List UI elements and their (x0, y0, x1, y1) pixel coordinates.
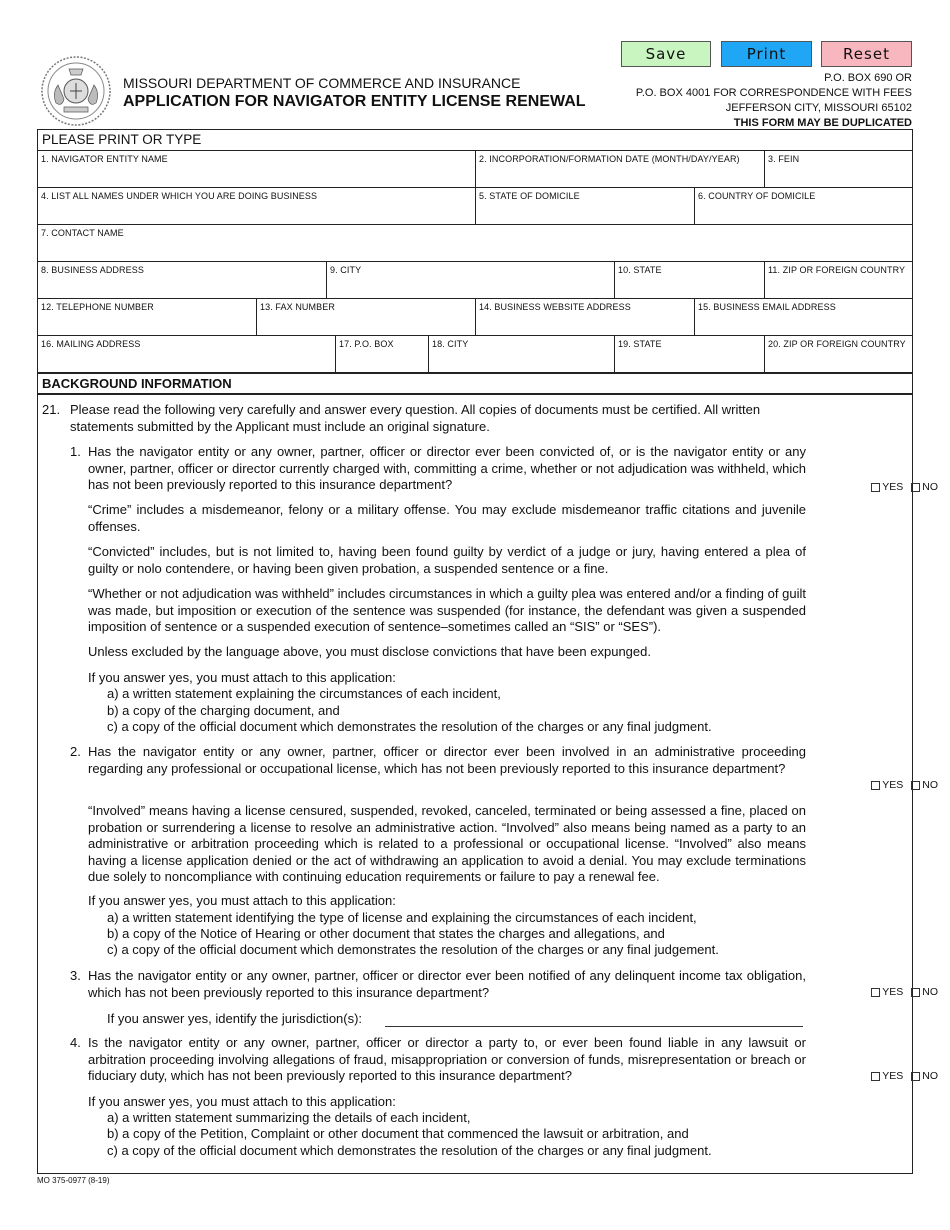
contact-name-field[interactable] (38, 224, 912, 261)
question-1-text: Has the navigator entity or any owner, partner, officer or director ever been convicted of, or is the navigator entity or any owner, partner, officer or director currently charged with, committing a crime, whether or not adjudication was withheld, which has not been previously reported to this insurance department? (88, 444, 806, 492)
country-of-domicile-field[interactable] (695, 187, 912, 224)
yes-label: YES (882, 986, 904, 998)
question-number: 1. (70, 444, 81, 459)
field-label: 18. CITY (432, 339, 469, 349)
field-label: 7. CONTACT NAME (41, 228, 124, 238)
form-number: MO 375-0977 (8-19) (37, 1176, 110, 1185)
field-label: 19. STATE (618, 339, 662, 349)
business-city-field[interactable] (327, 261, 615, 298)
jurisdiction-label: If you answer yes, identify the jurisdiction(s): (107, 1011, 363, 1026)
formation-date-field[interactable] (476, 150, 765, 187)
attach-item: c) a copy of the official document which demonstrates the resolution of the charges or any final judgment. (107, 719, 712, 734)
field-label: 9. CITY (330, 265, 362, 275)
state-of-domicile-field[interactable] (476, 187, 695, 224)
form-row (38, 261, 912, 299)
email-field[interactable] (695, 298, 912, 335)
telephone-field[interactable] (38, 298, 257, 335)
yes-checkbox[interactable] (871, 779, 903, 791)
question-3-text: Has the navigator entity or any owner, partner, officer or director ever been notified of any delinquent income tax obligation, which has not been previously reported to this insurance department? (88, 968, 806, 1000)
address-line: P.O. BOX 4001 FOR CORRESPONDENCE WITH FEES (635, 87, 912, 99)
attach-item: b) a copy of the Notice of Hearing or other document that states the charges and allegations, and (107, 926, 665, 941)
mailing-address-field[interactable] (38, 335, 336, 372)
field-label: 3. FEIN (768, 154, 800, 164)
attach-item: a) a written statement explaining the circumstances of each incident, (107, 686, 501, 701)
no-checkbox[interactable] (911, 1070, 938, 1082)
attach-item: a) a written statement summarizing the details of each incident, (107, 1110, 471, 1125)
yes-label: YES (882, 1070, 904, 1082)
question-2-answer (871, 779, 938, 791)
field-label: 16. MAILING ADDRESS (41, 339, 141, 349)
convicted-definition: “Convicted” includes, but is not limited to, having been found guilty by verdict of a judge or jury, having entered a plea of guilty or nolo contendere, or having been given probation, a suspended sentence or a fine. (88, 544, 806, 576)
question-number: 4. (70, 1035, 81, 1050)
attach-item: a) a written statement identifying the type of license and explaining the circumstances of each incident, (107, 910, 697, 925)
checkbox-square-icon (911, 781, 920, 790)
no-label: NO (922, 986, 938, 998)
entity-name-field[interactable] (38, 150, 476, 187)
checkbox-square-icon (871, 781, 880, 790)
field-label: 2. INCORPORATION/FORMATION DATE (MONTH/DAY/YEAR) (479, 154, 740, 164)
question-4-text: Is the navigator entity or any owner, partner, officer or director a party to, or ever been found liable in any lawsuit or arbitration proceeding involving allegations of fraud, misappropriation or conversion of funds, misrepresentation or breach or fiduciary duty, which has not been previously reported to this insurance department? (88, 1035, 806, 1083)
expunged-note: Unless excluded by the language above, you must disclose convictions that have been expunged. (88, 644, 651, 659)
mailing-city-field[interactable] (429, 335, 615, 372)
attach-item: c) a copy of the official document which demonstrates the resolution of the charges or any final judgment. (107, 1143, 712, 1158)
attach-instructions: If you answer yes, you must attach to this application: (88, 1094, 396, 1109)
attach-instructions: If you answer yes, you must attach to this application: (88, 893, 396, 908)
field-label: 14. BUSINESS WEBSITE ADDRESS (479, 302, 631, 312)
adjudication-definition: “Whether or not adjudication was withheld” includes circumstances in which a guilty plea was entered and/or a finding of guilt was made, but imposition or execution of the sentence was suspended (for instance, the defendant was given a suspended imposition of sentence or a suspended execution of sentence–sometimes called an “SIS” or “SES”). (88, 586, 806, 634)
no-label: NO (922, 779, 938, 791)
mailing-address-block (636, 71, 912, 131)
background-title: BACKGROUND INFORMATION (42, 376, 232, 391)
field-label: 4. LIST ALL NAMES UNDER WHICH YOU ARE DOING BUSINESS (41, 191, 318, 201)
duplicate-note: THIS FORM MAY BE DUPLICATED (733, 117, 912, 129)
no-checkbox[interactable] (911, 986, 938, 998)
checkbox-square-icon (871, 483, 880, 492)
form-row (38, 224, 912, 262)
form-row (38, 150, 912, 188)
question-2-text: Has the navigator entity or any owner, partner, officer or director ever been involved in an administrative proceeding regarding any professional or occupational license, which has not been previously reported to this insurance department? (88, 744, 806, 776)
no-checkbox[interactable] (911, 779, 938, 791)
field-label: 12. TELEPHONE NUMBER (41, 302, 154, 312)
department-name: MISSOURI DEPARTMENT OF COMMERCE AND INSURANCE (123, 75, 521, 91)
question-number: 21. (42, 402, 61, 417)
jurisdiction-input-line[interactable] (385, 1025, 803, 1027)
print-note: PLEASE PRINT OR TYPE (42, 132, 202, 147)
business-names-field[interactable] (38, 187, 476, 224)
field-label: 11. ZIP OR FOREIGN COUNTRY (768, 265, 906, 275)
field-label: 17. P.O. BOX (339, 339, 394, 349)
print-note-row (38, 130, 912, 151)
state-seal-icon (40, 55, 112, 127)
form-row (38, 298, 912, 336)
no-checkbox[interactable] (911, 481, 938, 493)
question-3-answer (871, 986, 938, 998)
no-label: NO (922, 1070, 938, 1082)
fein-field[interactable] (765, 150, 912, 187)
reset-button[interactable]: Reset (821, 41, 912, 67)
fax-field[interactable] (257, 298, 476, 335)
field-label: 5. STATE OF DOMICILE (479, 191, 580, 201)
yes-checkbox[interactable] (871, 481, 903, 493)
save-button[interactable]: Save (621, 41, 711, 67)
question-number: 2. (70, 744, 81, 759)
address-line: JEFFERSON CITY, MISSOURI 65102 (725, 102, 912, 114)
field-label: 8. BUSINESS ADDRESS (41, 265, 144, 275)
yes-checkbox[interactable] (871, 1070, 903, 1082)
involved-definition: “Involved” means having a license censured, suspended, revoked, canceled, terminated or being assessed a fine, placed on probation or surrendering a license to resolve an administrative action. “Involved” also means being named as a party to an administrative or arbitration proceeding which is related to a professional or occupational license. “Involved” also means having a license application denied or the act of withdrawing an application to avoid a denial. You may exclude terminations due solely to noncompliance with continuing education requirements or failure to pay a renewal fee. (88, 803, 806, 884)
attach-instructions: If you answer yes, you must attach to this application: (88, 670, 396, 685)
address-line: P.O. BOX 690 OR (824, 72, 912, 84)
checkbox-square-icon (871, 1072, 880, 1081)
field-label: 1. NAVIGATOR ENTITY NAME (41, 154, 168, 164)
checkbox-square-icon (911, 988, 920, 997)
no-label: NO (922, 481, 938, 493)
yes-label: YES (882, 481, 904, 493)
attach-item: b) a copy of the charging document, and (107, 703, 340, 718)
field-label: 15. BUSINESS EMAIL ADDRESS (698, 302, 836, 312)
question-number: 3. (70, 968, 81, 983)
mailing-zip-field[interactable] (765, 335, 912, 372)
print-button[interactable]: Print (721, 41, 812, 67)
business-state-field[interactable] (615, 261, 765, 298)
question-1-answer (871, 481, 938, 493)
po-box-field[interactable] (336, 335, 429, 372)
mailing-state-field[interactable] (615, 335, 765, 372)
business-zip-field[interactable] (765, 261, 912, 298)
form-title: APPLICATION FOR NAVIGATOR ENTITY LICENSE RENEWAL (123, 93, 586, 110)
checkbox-square-icon (871, 988, 880, 997)
website-field[interactable] (476, 298, 695, 335)
business-address-field[interactable] (38, 261, 327, 298)
field-label: 10. STATE (618, 265, 662, 275)
attach-item: c) a copy of the official document which demonstrates the resolution of the charges or any final judgement. (107, 942, 719, 957)
background-section-header (38, 372, 912, 395)
yes-checkbox[interactable] (871, 986, 903, 998)
attach-item: b) a copy of the Petition, Complaint or other document that commenced the lawsuit or arbitration, and (107, 1126, 689, 1141)
crime-definition: “Crime” includes a misdemeanor, felony or a military offense. You may exclude misdemeanor traffic citations and juvenile offenses. (88, 502, 806, 534)
checkbox-square-icon (911, 483, 920, 492)
field-label: 13. FAX NUMBER (260, 302, 335, 312)
intro-text: Please read the following very carefully and answer every question. All copies of documents must be certified. All written statements submitted by the Applicant must include an original signature. (70, 402, 761, 434)
field-label: 20. ZIP OR FOREIGN COUNTRY (768, 339, 906, 349)
field-label: 6. COUNTRY OF DOMICILE (698, 191, 816, 201)
yes-label: YES (882, 779, 904, 791)
question-4-answer (871, 1070, 938, 1082)
checkbox-square-icon (911, 1072, 920, 1081)
form-row (38, 187, 912, 225)
form-row (38, 335, 912, 373)
